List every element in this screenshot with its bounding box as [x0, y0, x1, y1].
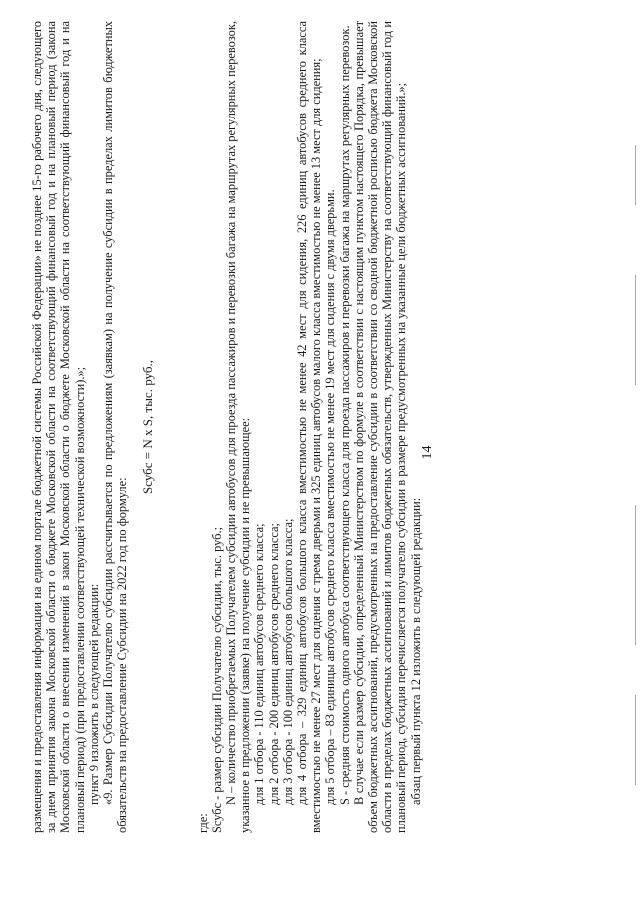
paragraph-continuation: размещения и предоставления информации на едином портале бюджетной системы Российской Федерации» не позднее 15-го рабочего дня, следующего за днем принятия закона Московской области о бюджете Московской области на соответствующий финансовый год и на плановый период (закона Московской области о внесении изменений в закон Московской области о бюджете Московской области на соответствующий финансовый год и на плановый период) (при предоставлении соответствующей технической возможности).»;: [30, 21, 87, 833]
def-s: S - средняя стоимость одного автобуса соответствующего класса для проезда пассажиров и перевозки багажа на маршрутах регулярных перевозок.: [337, 25, 352, 805]
selection-2: для 2 отбора - 200 единиц автобусов среднего класса;: [266, 523, 281, 805]
paragraph-p9-text: «9. Размер Субсидии Получателю субсидии рассчитывается по предложениям (заявкам) на получение субсидии в пределах лимитов бюджетных обязательств на предоставление Субсидии на 2022 год по формуле:: [101, 21, 130, 833]
selection-5: для 5 отбора – 83 единицы автобусов среднего класса вместимостью не менее 19 мест для сидения с двумя дверьми.: [323, 189, 338, 805]
paragraph-excess-case: В случае если размер субсидии, определенный Министерством по формуле в соответствии с настоящим пунктом настоящего Порядка, превышает объем бюджетных ассигнований, предусмотренных на предоставление субсидии в соответствии со сводной бюджетной росписью бюджета Московской области в пределах бюджетных ассигнований и лимитов бюджетных обязательств, утвержденных Министерству на соответствующий финансовый год и плановый период, субсидия перечисляется получателю субсидии в размере предусмотренных на указанные цели бюджетных ассигнований.»;: [351, 21, 409, 833]
where-label: где:: [195, 813, 210, 833]
def-s-subs: Sсубс - размер субсидии Получателю субсидии, тыс. руб.;: [209, 526, 224, 833]
paragraph-instruction-p9: пункт 9 изложить в следующей редакции:: [86, 583, 101, 805]
def-n: N – количество приобретаемых Получателем субсидии автобусов для проезда пассажиров и перевозки багажа на маршрутах регулярных перевозок, указанное в предложении (заявке) на получение субсидии и не превышающее:: [224, 21, 253, 833]
paragraph-instruction-p12: абзац первый пункта 12 изложить в следующей редакции:: [408, 497, 423, 805]
selection-3: для 3 отбора - 100 единиц автобусов большого класса;: [280, 518, 295, 805]
selection-4: для 4 отбора – 329 единиц автобусов большого класса вместимостью не менее 42 мест для сидения, 226 единиц автобусов среднего класса вместимостью не менее 27 мест для сидения с тремя дверьми и 325 единиц автобусов малого класса вместимостью не менее 13 мест для сидения;: [295, 21, 324, 833]
document-body: [30, 21, 423, 833]
page-number: 14: [420, 445, 435, 460]
formula: Sсубс = N x S, тыс. руб.,: [140, 360, 156, 494]
scan-edge-marks: [628, 0, 640, 905]
selection-1: для 1 отбора - 110 единиц автобусов среднего класса;: [252, 523, 267, 805]
